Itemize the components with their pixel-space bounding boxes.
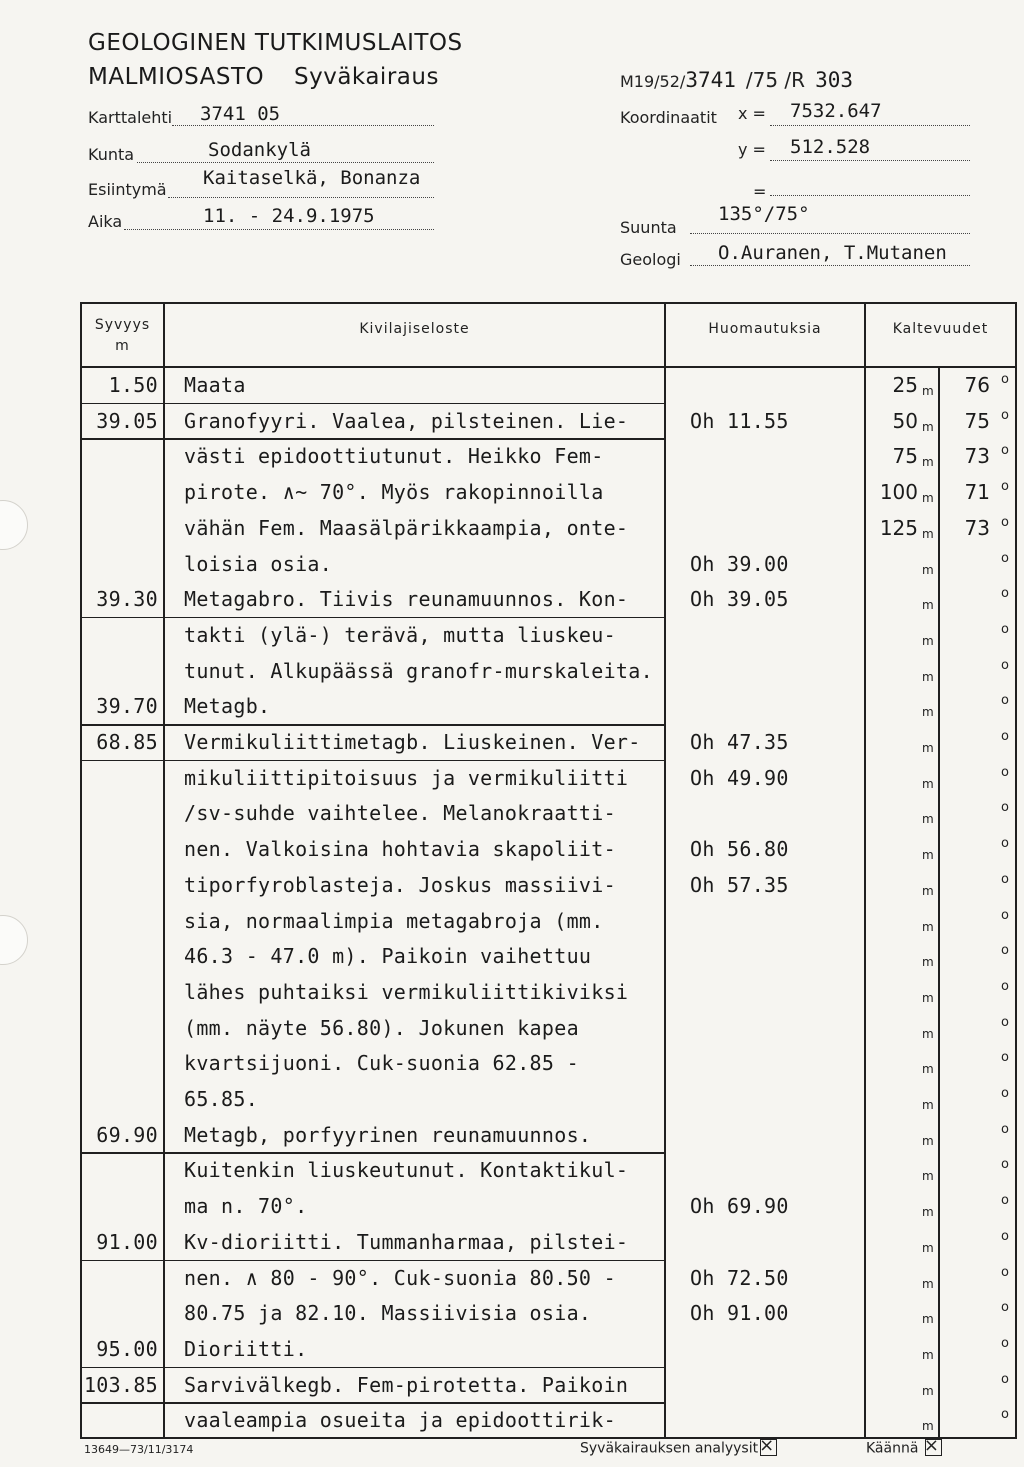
row-description: vähän Fem. Maasälpärikkaampia, onte- [184, 515, 629, 540]
turn-page-label: Käännä [866, 1440, 919, 1457]
dip-unit-m: m [922, 598, 934, 613]
dip-unit-m: m [922, 1026, 934, 1041]
row-description: mikuliittipitoisuus ja vermikuliitti [184, 765, 629, 790]
row-note: Oh 39.05 [690, 587, 789, 612]
dip-unit-m: m [922, 633, 934, 648]
dip-unit-m: m [922, 455, 934, 470]
row-depth: 95.00 [96, 1336, 158, 1361]
reference-prefix: M19/52/ [620, 72, 686, 91]
dip-angle: 71 [964, 480, 990, 505]
row-description: 46.3 - 47.0 m). Paikoin vaihettuu [184, 944, 592, 969]
interval-separator [80, 1152, 665, 1154]
row-description: 80.75 ja 82.10. Massiivisia osia. [184, 1301, 592, 1326]
analyses-checkbox[interactable] [760, 1439, 777, 1456]
municipality-label: Kunta [88, 145, 135, 164]
row-description: pirote. ∧~ 70°. Myös rakopinnoilla [184, 480, 604, 505]
row-description: Kuitenkin liuskeutunut. Kontaktikul- [184, 1158, 629, 1183]
row-depth: 91.00 [96, 1229, 158, 1254]
dip-unit-m: m [922, 1133, 934, 1148]
dip-angle: 73 [964, 444, 990, 469]
row-note: Oh 47.35 [690, 730, 789, 754]
dip-unit-m: m [922, 1205, 934, 1220]
row-description: Kv-dioriitti. Tummanharmaa, pilstei- [184, 1229, 629, 1254]
row-depth: 1.50 [108, 373, 158, 397]
row-description: Metagb, porfyyrinen reunamuunnos. [184, 1122, 592, 1147]
y-coordinate: 512.528 [790, 136, 871, 158]
dip-unit-m: m [922, 1169, 934, 1184]
dip-unit-degree: o [1001, 550, 1009, 566]
header-dips: Kaltevuudet [892, 321, 989, 337]
dip-angle: 73 [964, 515, 990, 540]
dip-unit-m: m [922, 741, 934, 755]
dip-unit-degree: o [1001, 693, 1009, 709]
dip-unit-m: m [922, 562, 934, 577]
interval-separator [80, 438, 665, 440]
reference-sheet: 3741 [685, 68, 736, 92]
dip-angle: 76 [964, 373, 990, 397]
dip-unit-degree: o [1001, 943, 1009, 959]
row-depth: 103.85 [83, 1372, 158, 1397]
dip-unit-m: m [922, 990, 934, 1005]
dip-unit-degree: o [1001, 514, 1009, 530]
interval-separator [80, 724, 665, 726]
dip-unit-degree: o [1001, 871, 1009, 887]
row-description: lähes puhtaiksi vermikuliittikiviksi [184, 979, 629, 1004]
dip-unit-m: m [922, 955, 934, 970]
row-description: ma n. 70°. [184, 1194, 308, 1219]
dip-unit-degree: o [1001, 1264, 1009, 1280]
direction-value: 135°/75° [718, 203, 810, 225]
dip-depth: 50 [892, 408, 918, 433]
row-note: Oh 56.80 [690, 837, 789, 862]
form-code: 13649—73/11/3174 [84, 1443, 194, 1456]
row-description: Metagb. [184, 694, 271, 719]
dip-unit-degree: o [1001, 621, 1009, 637]
row-description: sia, normaalimpia metagabroja (mm. [184, 908, 604, 933]
header-depth: Syvyys [94, 317, 151, 333]
time-label: Aika [88, 212, 123, 231]
dip-unit-degree: o [1001, 1086, 1009, 1101]
turn-page-checkbox[interactable] [925, 1439, 942, 1456]
interval-separator [80, 617, 665, 619]
dip-unit-m: m [922, 1276, 934, 1291]
dip-unit-degree: o [1001, 443, 1009, 459]
dip-unit-degree: o [1001, 407, 1009, 423]
dip-unit-m: m [922, 384, 934, 398]
dip-unit-degree: o [1001, 729, 1009, 744]
dip-unit-m: m [922, 1312, 934, 1327]
row-description: Metagabro. Tiivis reunamuunnos. Kon- [184, 587, 629, 612]
dip-unit-degree: o [1001, 1014, 1009, 1030]
dip-unit-m: m [922, 491, 934, 506]
dip-unit-m: m [922, 848, 934, 863]
dip-unit-m: m [922, 1062, 934, 1077]
dip-unit-m: m [922, 919, 934, 934]
row-note: Oh 57.35 [690, 872, 789, 897]
x-label: x = [738, 104, 766, 123]
dip-unit-degree: o [1001, 1193, 1009, 1209]
dip-unit-degree: o [1001, 978, 1009, 994]
dip-unit-degree: o [1001, 1371, 1009, 1387]
row-description: Maata [184, 373, 246, 397]
dip-unit-degree: o [1001, 657, 1009, 673]
row-description: kvartsijuoni. Cuk-suonia 62.85 - [184, 1051, 579, 1076]
interval-separator [80, 1367, 665, 1369]
dip-unit-m: m [922, 812, 934, 827]
row-description: /sv-suhde vaihtelee. Melanokraatti- [184, 801, 616, 826]
row-note: Oh 91.00 [690, 1301, 789, 1326]
deposit-label: Esiintymä [88, 180, 167, 199]
row-description: västi epidoottiutunut. Heikko Fem- [184, 444, 604, 469]
row-description: tunut. Alkupäässä granofr-murskaleita. [184, 658, 653, 683]
coordinates-label: Koordinaatit [620, 108, 717, 127]
dip-unit-m: m [922, 705, 934, 720]
row-description: tiporfyroblasteja. Joskus massiivi- [184, 872, 616, 897]
row-note: Oh 11.55 [690, 408, 789, 433]
row-depth: 68.85 [96, 730, 158, 754]
municipality-value: Sodankylä [208, 139, 311, 161]
dip-depth: 75 [892, 444, 918, 469]
reference-hole: 303 [815, 68, 854, 92]
document-type: Syväkairaus [294, 64, 439, 90]
dip-unit-m: m [922, 1383, 934, 1398]
interval-separator [80, 1402, 665, 1404]
dip-unit-degree: o [1001, 1157, 1009, 1173]
organization-name: GEOLOGINEN TUTKIMUSLAITOS [88, 30, 463, 56]
row-description: Vermikuliittimetagb. Liuskeinen. Ver- [184, 730, 641, 754]
dip-unit-m: m [922, 1419, 934, 1434]
row-description: Dioriitti. [184, 1336, 308, 1361]
dip-unit-degree: o [1001, 1121, 1009, 1137]
row-description: Sarvivälkegb. Fem-pirotetta. Paikoin [184, 1372, 629, 1397]
reference-mid: /75 /R [745, 68, 806, 92]
dip-unit-m: m [922, 1098, 934, 1112]
dip-unit-degree: o [1001, 1300, 1009, 1316]
row-description: Granofyyri. Vaalea, pilsteinen. Lie- [184, 408, 629, 433]
dip-unit-m: m [922, 883, 934, 898]
dip-unit-degree: o [1001, 800, 1009, 816]
row-depth: 39.30 [96, 587, 158, 612]
dip-unit-m: m [922, 669, 934, 684]
turn-page-field [866, 1440, 942, 1457]
dip-unit-m: m [922, 776, 934, 791]
interval-separator [80, 760, 665, 762]
row-description: takti (ylä-) terävä, mutta liuskeu- [184, 622, 616, 647]
row-depth: 39.70 [96, 694, 158, 719]
dip-unit-degree: o [1001, 1335, 1009, 1351]
direction-label: Suunta [620, 218, 677, 237]
dip-angle: 75 [964, 408, 990, 433]
interval-separator [80, 1260, 665, 1262]
row-note: Oh 69.90 [690, 1194, 789, 1219]
row-description: vaaleampia osueita ja epidoottirik- [184, 1408, 616, 1433]
header-depth-unit: m [115, 338, 130, 354]
dip-unit-degree: o [1001, 586, 1009, 602]
dip-depth: 125 [879, 515, 918, 540]
row-description: nen. ∧ 80 - 90°. Cuk-suonia 80.50 - [184, 1265, 616, 1290]
dip-unit-degree: o [1001, 479, 1009, 495]
header-notes: Huomautuksia [708, 321, 822, 337]
time-value: 11. - 24.9.1975 [203, 205, 375, 227]
row-description: loisia osia. [184, 551, 333, 576]
header-description: Kivilajiseloste [359, 321, 470, 337]
analyses-label: Syväkairauksen analyysit [580, 1440, 759, 1457]
dip-unit-m: m [922, 1240, 934, 1255]
dip-depth: 25 [892, 373, 918, 397]
row-description: nen. Valkoisina hohtavia skapoliit- [184, 837, 616, 862]
dip-unit-degree: o [1001, 1407, 1009, 1423]
dip-unit-degree: o [1001, 1228, 1009, 1244]
row-note: Oh 39.00 [690, 551, 789, 576]
row-note: Oh 49.90 [690, 765, 789, 790]
dip-unit-degree: o [1001, 907, 1009, 923]
z-label: = [753, 182, 767, 201]
geologist-names: O.Auranen, T.Mutanen [718, 242, 947, 264]
row-depth: 69.90 [96, 1122, 158, 1147]
dip-unit-m: m [922, 1347, 934, 1362]
map-sheet-value: 3741 05 [200, 103, 281, 125]
interval-separator [80, 403, 665, 405]
dip-unit-degree: o [1001, 764, 1009, 780]
dip-unit-degree: o [1001, 1050, 1009, 1066]
row-description: (mm. näyte 56.80). Jokunen kapea [184, 1015, 579, 1040]
geologist-label: Geologi [620, 250, 681, 269]
dip-unit-degree: o [1001, 372, 1009, 387]
map-sheet-label: Karttalehti [88, 108, 173, 127]
analyses-field [580, 1440, 777, 1457]
dip-unit-m: m [922, 526, 934, 541]
department-name: MALMIOSASTO [88, 64, 265, 90]
row-note: Oh 72.50 [690, 1265, 789, 1290]
y-label: y = [738, 140, 766, 159]
row-description: 65.85. [184, 1087, 259, 1111]
row-depth: 39.05 [96, 408, 158, 433]
x-coordinate: 7532.647 [790, 100, 882, 122]
dip-unit-degree: o [1001, 836, 1009, 852]
deposit-value: Kaitaselkä, Bonanza [203, 167, 421, 189]
dip-unit-m: m [922, 419, 934, 434]
dip-depth: 100 [879, 480, 918, 505]
